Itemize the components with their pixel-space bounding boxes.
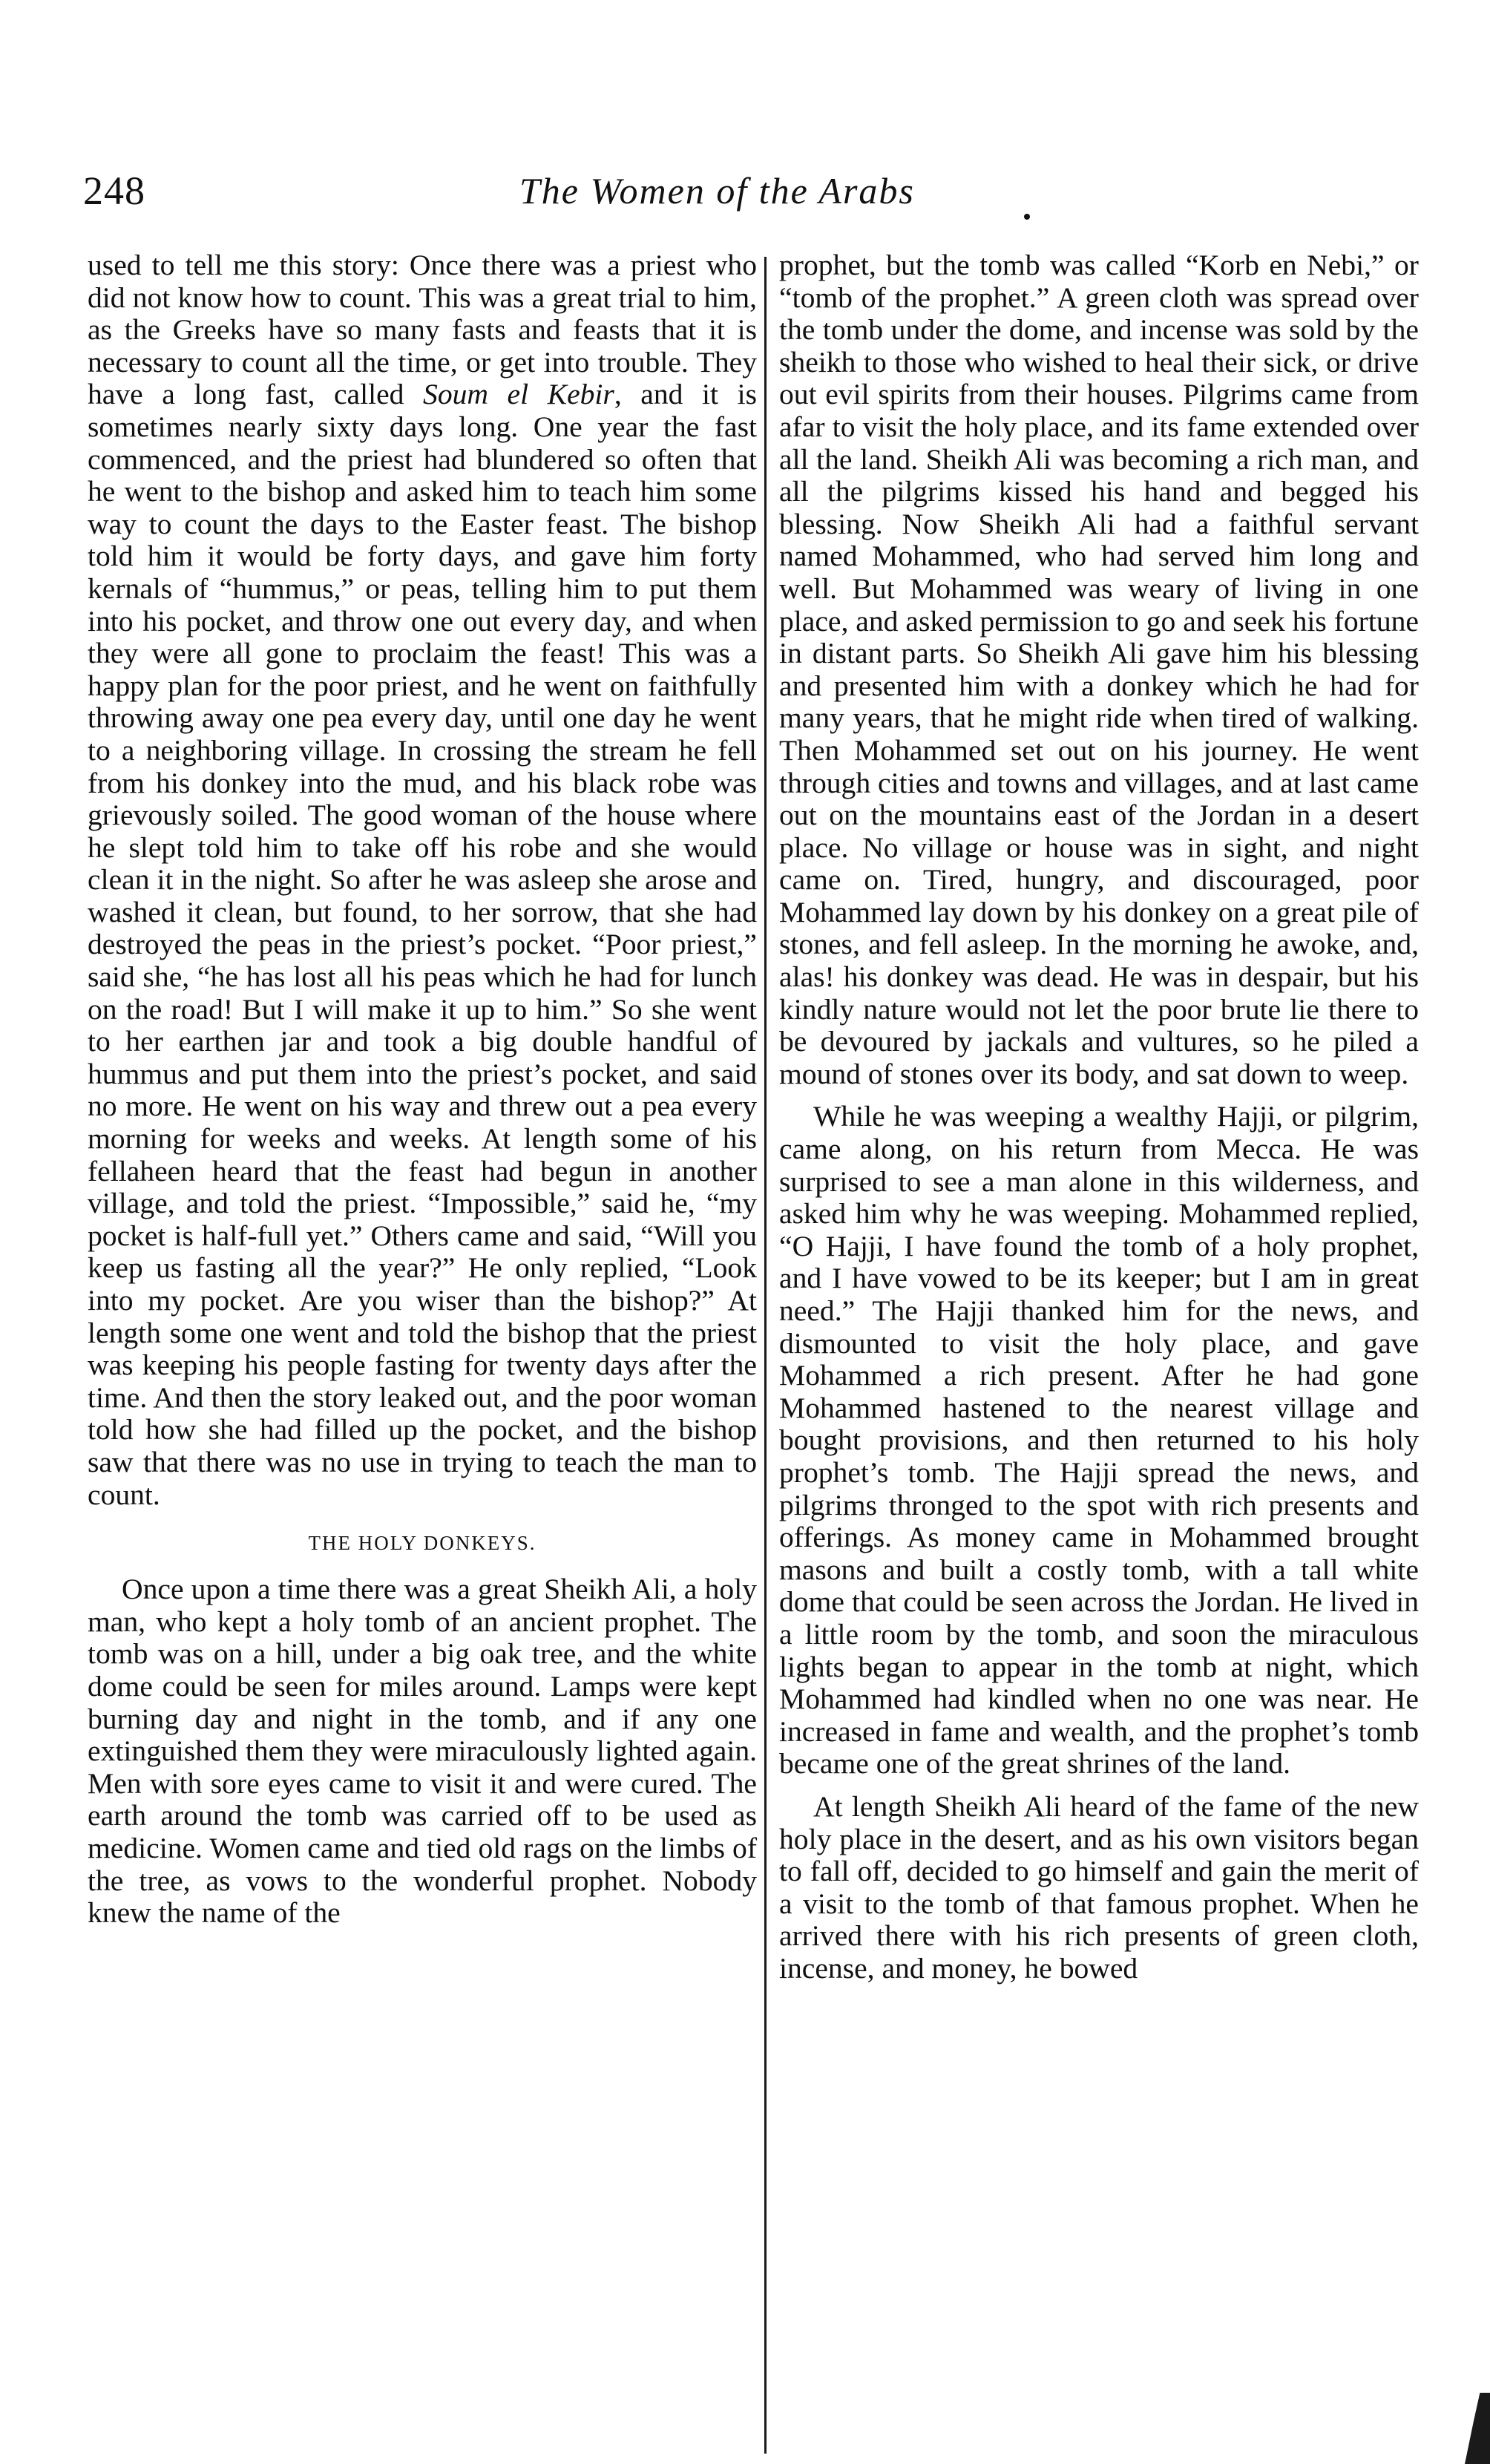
story-paragraph-sheikh-visit: At length Sheikh Ali heard of the fame of the new holy place in the desert, and as his own visitors began to fall off, decided to go himself and gain the merit of a visit to the tomb of that famous prophet. When he arrived there with his rich presents of green cloth, incense, and money, he bowed [779,1789,1419,1985]
page-number: 248 [83,168,145,213]
right-column [779,249,1419,1985]
paragraph-text: used to tell me this story: Once there was a priest who did not know how to count. This was a great trial to him, as the Greeks have so many fasts and feasts that it is necessary to count all the time, or get into trouble. They have a long fast, called [88,249,757,411]
italic-term: Soum el Kebir [423,378,614,411]
story-paragraph-counting-priest [88,249,757,1511]
scan-edge-mark [1465,2393,1490,2464]
paragraph-text-continued: , and it is sometimes nearly sixty days long. One year the fast commenced, and the priest had blundered so often that he went to the bishop and asked him to teach him some way to count the days to the Easter feast. The bishop told him it would be forty days, and gave him forty kernals of “hummus,” or peas, telling him to put them into his pocket, and throw one out every day, and when they were all gone to proclaim the feast! This was a happy plan for the poor priest, and he went on faithfully throwing away one pea every day, until one day he went to a neighboring village. In crossing the stream he fell from his donkey into the mud, and his black robe was grievously soiled. The good woman of the house where he slept told him to take off his robe and she would clean it in the night. So after he was asleep she arose and washed it clean, but found, to her sorrow, that she had destroyed the peas in the priest’s pocket. “Poor priest,” said she, “he has lost all his peas which he had for lunch on the road! But I will make it up to him.” So she went to her earthen jar and took a big double handful of hummus and put them into the priest’s pocket, and said no more. He went on his way and threw out a pea every morning for weeks and weeks. At length some of his fellaheen heard that the feast had begun in another village, and told the priest. “Impossible,” said he, “my pocket is half-full yet.” Others came and said, “Will you keep us fasting all the year?” He only replied, “Look into my pocket. Are you wiser than the bishop?” At length some one went and told the bishop that the priest was keeping his people fasting for twenty days after the time. And then the story leaked out, and the poor woman told how she had filled up the pocket, and the bishop saw that there was no use in trying to teach the man to count. [88,378,757,1511]
story-paragraph-holy-donkeys: Once upon a time there was a great Sheikh Ali, a holy man, who kept a holy tomb of an ancient prophet. The tomb was on a hill, under a big oak tree, and the white dome could be seen for miles around. Lamps were kept burning day and night in the tomb, and if any one extinguished them they were miraculously lighted again. Men with sore eyes came to visit it and were cured. The earth around the tomb was carried off to be used as medicine. Women came and tied old rags on the limbs of the tree, as vows to the wonderful prophet. Nobody knew the name of the [88,1573,757,1930]
column-divider [764,257,767,2454]
running-title: The Women of the Arabs [519,170,915,212]
left-column [88,249,757,1930]
section-heading: THE HOLY DONKEYS. [308,1532,536,1555]
story-paragraph-hajji: While he was weeping a wealthy Hajji, or pilgrim, came along, on his return from Mecca. He was surprised to see a man alone in this wilderness, and asked him why he was weeping. Mohammed replied, “O Hajji, I have found the tomb of a holy prophet, and I have vowed to be its keeper; but I am in great need.” The Hajji thanked him for the news, and dismounted to visit the holy place, and gave Mohammed a rich present. After he had gone Mohammed hastened to the nearest village and bought provisions, and then returned to his holy prophet’s tomb. The Hajji spread the news, and pilgrims thronged to the spot with rich presents and offerings. As money came in Mohammed brought masons and built a costly tomb, with a tall white dome that could be seen across the Jordan. He lived in a little room by the tomb, and soon the miraculous lights began to appear in the tomb at night, which Mohammed had kindled when no one was near. He increased in fame and wealth, and the prophet’s tomb became one of the great shrines of the land. [779,1100,1419,1780]
header-dot [1024,214,1030,220]
story-paragraph-tomb: prophet, but the tomb was called “Korb en Nebi,” or “tomb of the prophet.” A green cloth was spread over the tomb under the dome, and incense was sold by the sheikh to those who wished to heal their sick, or drive out evil spirits from their houses. Pilgrims came from afar to visit the holy place, and its fame extended over all the land. Sheikh Ali was becoming a rich man, and all the pilgrims kissed his hand and begged his blessing. Now Sheikh Ali had a faithful servant named Mohammed, who had served him long and well. But Mohammed was weary of living in one place, and asked permission to go and seek his fortune in distant parts. So Sheikh Ali gave him his blessing and presented him with a donkey which he had for many years, that he might ride when tired of walking. Then Mohammed set out on his journey. He went through cities and towns and villages, and at last came out on the mountains east of the Jordan in a desert place. No village or house was in sight, and night came on. Tired, hungry, and discouraged, poor Mohammed lay down by his donkey on a great pile of stones, and fell asleep. In the morning he awoke, and, alas! his donkey was dead. He was in despair, but his kindly nature would not let the poor brute lie there to be devoured by jackals and vultures, so he piled a mound of stones over its body, and sat down to weep. [779,249,1419,1090]
